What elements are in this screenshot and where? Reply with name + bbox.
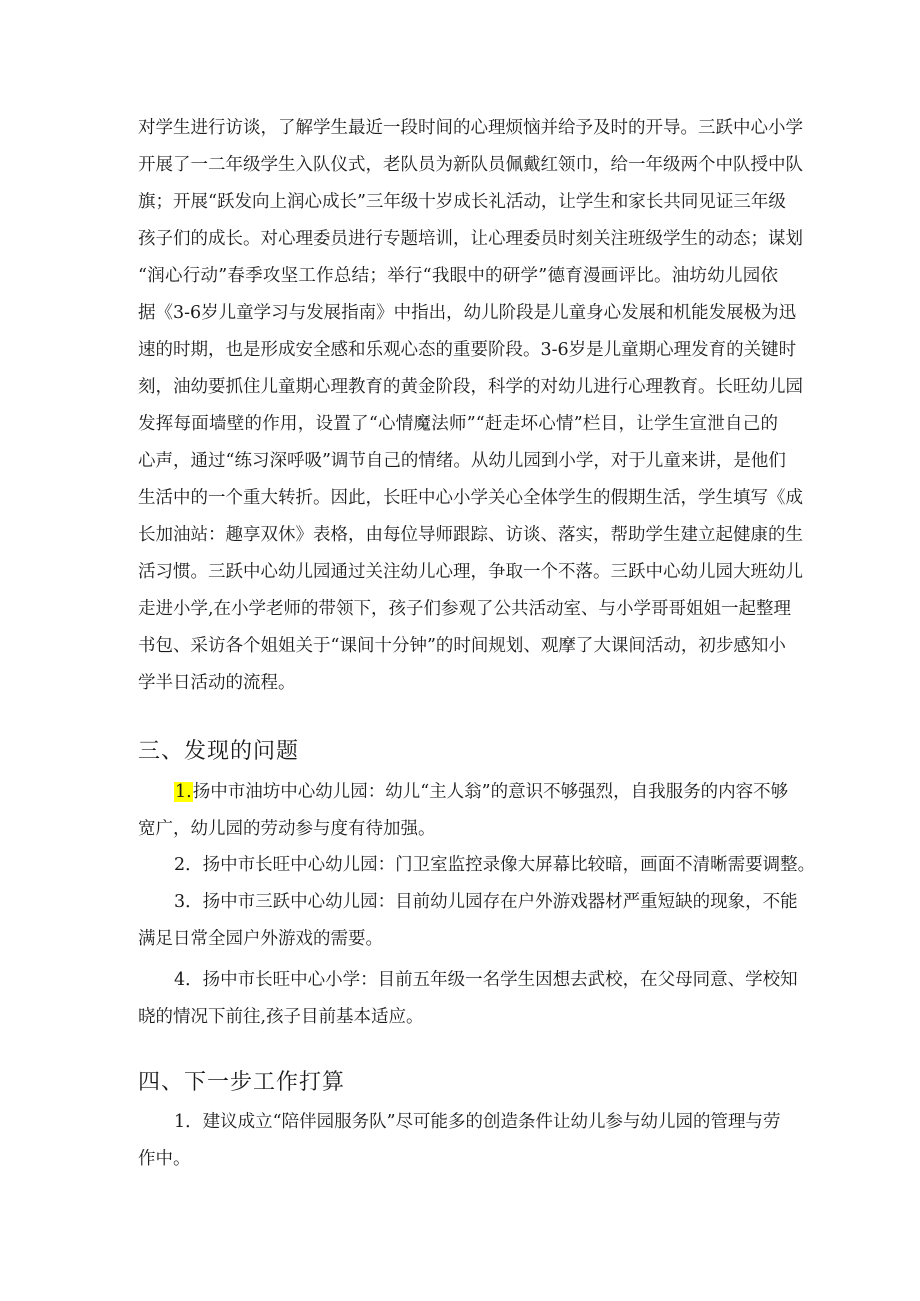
problem-item-3: 3．扬中市三跃中心幼儿园：目前幼儿园存在户外游戏器材严重短缺的现象，不能 bbox=[174, 892, 798, 912]
section-heading-next-steps: 四、下一步工作打算 bbox=[138, 1070, 346, 1095]
plan-item-1-continued: 作中。 bbox=[138, 1149, 191, 1169]
section-heading-problems: 三、发现的问题 bbox=[138, 739, 300, 764]
paragraph-line: 刻，油幼要抓住儿童期心理教育的黄金阶段，科学的对幼儿进行心理教育。长旺幼儿园 bbox=[138, 377, 803, 397]
paragraph-line: 心声，通过“练习深呼吸”调节自己的情绪。从幼儿园到小学，对于儿童来讲，是他们 bbox=[138, 451, 786, 471]
problem-item-3-continued: 满足日常全园户外游戏的需要。 bbox=[138, 929, 383, 949]
paragraph-line: 长加油站：趣享双休》表格，由每位导师跟踪、访谈、落实，帮助学生建立起健康的生 bbox=[138, 525, 803, 545]
paragraph-line: 孩子们的成长。对心理委员进行专题培训，让心理委员时刻关注班级学生的动态；谋划 bbox=[138, 229, 803, 249]
highlighted-item-number: 1. bbox=[175, 782, 192, 802]
paragraph-line: 活习惯。三跃中心幼儿园通过关注幼儿心理，争取一个不落。三跃中心幼儿园大班幼儿 bbox=[138, 562, 803, 582]
paragraph-line: 对学生进行访谈，了解学生最近一段时间的心理烦恼并给予及时的开导。三跃中心小学 bbox=[138, 118, 803, 138]
problem-item-2: 2．扬中市长旺中心幼儿园：门卫室监控录像大屏幕比较暗，画面不清晰需要调整。 bbox=[174, 855, 816, 875]
paragraph-line: 据《3-6岁儿童学习与发展指南》中指出，幼儿阶段是儿童身心发展和机能发展极为迅 bbox=[138, 303, 797, 323]
paragraph-line: 学半日活动的流程。 bbox=[138, 673, 296, 693]
paragraph-line: 旗；开展“跃发向上润心成长”三年级十岁成长礼活动，让学生和家长共同见证三年级 bbox=[138, 192, 786, 212]
paragraph-line: “润心行动”春季攻坚工作总结；举行“我眼中的研学”德育漫画评比。油坊幼儿园依 bbox=[138, 266, 778, 286]
paragraph-line: 走进小学,在小学老师的带领下，孩子们参观了公共活动室、与小学哥哥姐姐一起整理 bbox=[138, 599, 792, 619]
paragraph-line: 书包、采访各个姐姐关于“课间十分钟”的时间规划、观摩了大课间活动，初步感知小 bbox=[138, 636, 786, 656]
problem-item-1-continued: 宽广，幼儿园的劳动参与度有待加强。 bbox=[138, 819, 436, 839]
problem-item-4-continued: 晓的情况下前往,孩子目前基本适应。 bbox=[138, 1007, 424, 1027]
problem-item-4: 4．扬中市长旺中心小学：目前五年级一名学生因想去武校，在父母同意、学校知 bbox=[174, 970, 798, 990]
plan-item-1: 1．建议成立“陪伴园服务队”尽可能多的创造条件让幼儿参与幼儿园的管理与劳 bbox=[174, 1112, 781, 1132]
paragraph-line: 生活中的一个重大转折。因此，长旺中心小学关心全体学生的假期生活，学生填写《成 bbox=[138, 488, 803, 508]
paragraph-line: 发挥每面墙壁的作用，设置了“心情魔法师”“赶走坏心情”栏目，让学生宣泄自己的 bbox=[138, 414, 778, 434]
problem-item-1 bbox=[174, 780, 789, 804]
problem-item-1-text: 扬中市油坊中心幼儿园：幼儿“主人翁”的意识不够强烈，自我服务的内容不够 bbox=[192, 782, 789, 802]
paragraph-line: 速的时期，也是形成安全感和乐观心态的重要阶段。3-6岁是儿童期心理发育的关键时 bbox=[138, 340, 797, 360]
paragraph-line: 开展了一二年级学生入队仪式，老队员为新队员佩戴红领巾，给一年级两个中队授中队 bbox=[138, 155, 803, 175]
